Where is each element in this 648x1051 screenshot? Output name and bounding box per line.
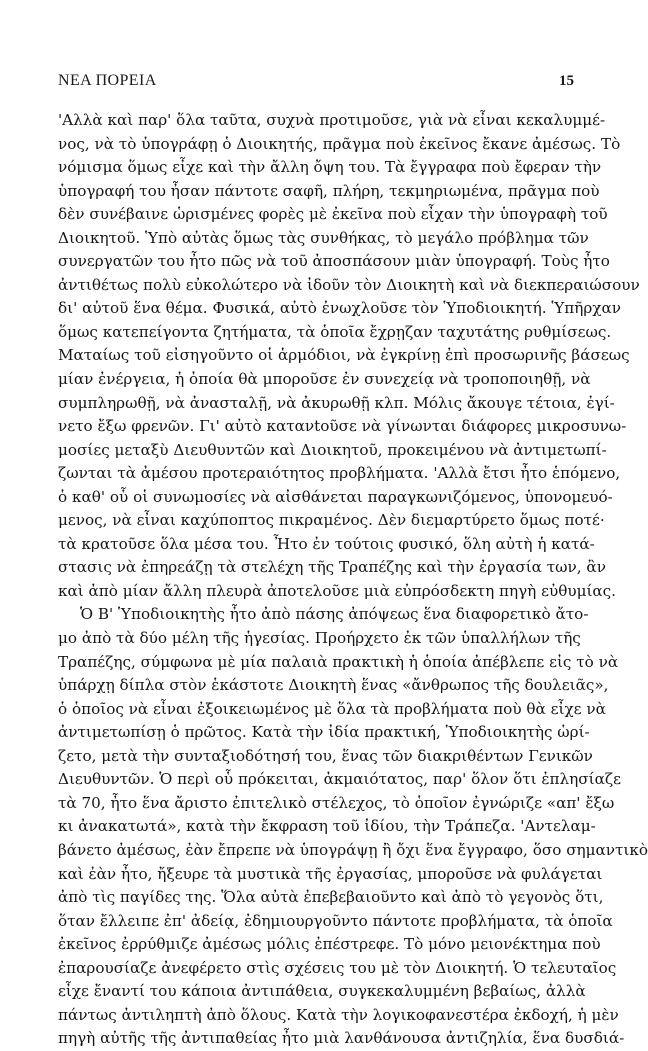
text-line: βάνετο ἀμέσως, ἐὰν ἔπρεπε νὰ ὑπογράψῃ ἢ ὄχι ἕνα ἔγγραφο, ὅσο σημαντικὸ [58,840,648,859]
text-line: νος, νὰ τὸ ὑπογράφῃ ὁ Διοικητής, πρᾶγμα ποὺ ἐκεῖνος ἔκανε ἀμέσως. Τὸ [58,134,621,153]
text-line: Ὁ Β' Ὑποδιοικητὴς ἦτο ἀπὸ πάσης ἀπόψεως ἕνα διαφορετικὸ ἄτο- [80,605,589,624]
text-line: ἀντιμετωπίσῃ ὁ πρῶτος. Κατὰ τὴν ἰδία πρακτική, Ὑποδιοικητὴς ὡρί- [58,723,590,742]
text-line: νετο ἔξω φρενῶν. Γι' αὐτὸ κατανtοῦσε νὰ γίνωνται διάφορες μικροσυνω- [58,417,627,436]
running-head: ΝΕΑ ΠΟΡΕΙΑ [58,72,157,89]
text-line: δι' αὐτοῦ ἕνα θέμα. Φυσικά, αὐτὸ ἐνωχλοῦσε τὸν Ὑποδιοικητή. Ὑπῆρχαν [58,299,621,318]
text-line: Διοικητοῦ. Ὑπὸ αὐτὰς ὅμως τὰς συνθήκας, τὸ μεγάλο πρόβλημα τῶν [58,228,589,247]
text-line: μίαν ἐνέργεια, ἡ ὁποία θὰ μποροῦσε ἐν συνεχείᾳ νὰ τροποποιηθῇ, νὰ [58,370,591,389]
text-line: ὁ καθ' οὗ οἱ συνωμοσίες νὰ αἰσθάνεται παραγκωνιζόμενος, ὑπονομευό- [58,487,613,506]
text-line: ἀντιθέτως πολὺ εὐκολώτερο νὰ ἰδοῦν τὸν Διοικητὴ καὶ νὰ διεκπεραιώσουν [58,275,640,294]
page-number: 15 [559,72,574,89]
text-line: τὰ κρατοῦσε ὅλα μέσα του. Ἦτο ἐν τούτοις φυσικό, ὅλη αὐτὴ ἡ κατά- [58,534,595,553]
text-line: εἶχε ἔναντί του κάποια ἀντιπάθεια, συγκεκαλυμμένη βεβαίως, ἀλλὰ [58,982,586,1001]
text-line: Διευθυντῶν. Ὁ περὶ οὗ πρόκειται, ἀκμαιότατος, παρ' ὅλον ὅτι ἐπλησίαζε [58,770,621,789]
text-line: ὅταν ἔλλειπε ἐπ' ἀδείᾳ, ἐδημιουργοῦντο πάντοτε προβλήματα, τὰ ὁποῖα [58,911,613,930]
text-line: ζωνται τὰ ἀμέσου προτεραιότητος προβλήματα. 'Αλλὰ ἔτσι ἦτο ἑπόμενο, [58,464,621,483]
text-line: ὑπάρχῃ δίπλα στὸν ἑκάστοτε Διοικητὴ ἕνας «ἄνθρωπος τῆς δουλειᾶς», [58,676,609,695]
body-text [58,109,648,1051]
text-line: κι ἀνακατωτά», κατὰ τὴν ἔκφραση τοῦ ἰδίου, τὴν Τράπεζα. 'Αντελαμ- [58,817,596,836]
text-line: ὁ ὁποῖος νὰ εἶναι ἐξοικειωμένος μὲ ὅλα τὰ προβλήματα ποὺ θὰ εἶχε νὰ [58,699,606,718]
text-line: μο ἀπὸ τὰ δύο μέλη τῆς ἡγεσίας. Προήρχετο ἐκ τῶν ὑπαλλήλων τῆς [58,629,581,648]
text-line: 'Αλλὰ καὶ παρ' ὅλα ταῦτα, συχνὰ προτιμοῦσε, γιὰ νὰ εἶναι κεκαλυμμέ- [58,111,606,129]
text-line: στασις νὰ ἐπηρεάζῃ τὰ στελέχη τῆς Τραπέζης καὶ τὴν ἐργασία των, ἂν [58,558,606,577]
text-line: δὲν συνέβαινε ὡρισμένες φορὲς μὲ ἐκεῖνα ποὺ εἶχαν τὴν ὑπογραφὴ τοῦ [58,205,608,224]
text-line: ζετο, μετὰ τὴν συνταξιοδότησή του, ἕνας τῶν διακριθέντων Γενικῶν [58,746,593,765]
text-line: ἐκεῖνος ἐρρύθμιζε ἀμέσως μόλις ἐπέστρεφε. Τὸ μόνο μειονέκτημα ποὺ [58,935,601,954]
text-line: συμπληρωθῇ, νὰ ἀνασταλῇ, νὰ ἀκυρωθῇ κλπ. Μόλις ἄκουγε τέτοια, ἐγί- [58,393,615,412]
text-line: συνεργατῶν του ἦτο πῶς νὰ τοῦ ἀποσπάσουν μιὰν ὑπογραφή. Τοὺς ἦτο [58,252,610,271]
text-line: τὰ 70, ἦτο ἕνα ἄριστο ἐπιτελικὸ στέλεχος, τὸ ὁποῖον ἐγνώριζε «απ' ἔξω [58,793,615,812]
text-line: ἐπαρουσίαζε ἀνεφέρετο στὶς σχέσεις του μὲ τὸν Διοικητή. Ὁ τελευταῖος [58,958,617,977]
text-line: πάντως ἀντιληπτὴ ἀπὸ ὅλους. Κατὰ τὴν λογικοφανεστέρα ἐκδοχή, ἡ μὲν [58,1005,619,1024]
text-line: πηγὴ αὐτῆς τῆς ἀντιπαθείας ἦτο μιὰ λανθάνουσα ἀντιζηλία, ἕνα δυσδιά- [58,1029,625,1048]
text-line: μοσίες μεταξὺ Διευθυντῶν καὶ Διοικητοῦ, προκειμένου νὰ ἀντιμετωπί- [58,440,607,459]
text-line: Τραπέζης, σύμφωνα μὲ μία παλαιὰ πρακτικὴ ἡ ὁποία ἀπέβλεπε εἰς τὸ νὰ [58,652,619,671]
text-line: νόμισμα ὅμως εἶχε καὶ τὴν ἄλλη ὄψη του. Τὰ ἔγγραφα ποὺ ἔφεραν τὴν [58,158,602,177]
text-line: ὑπογραφή του ἦσαν πάντοτε σαφῆ, πλήρη, τεκμηριωμένα, πρᾶγμα ποὺ [58,181,600,200]
text-line: Ματαίως τοῦ εἰσηγοῦντο οἱ ἁρμόδιοι, νὰ ἐγκρίνῃ ἐπὶ προσωρινῆς βάσεως [58,346,630,365]
text-line: ἀπὸ τὶς παγίδες της. Ὅλα αὐτὰ ἐπεβεβαιοῦντο καὶ ἀπὸ τὸ γεγονὸς ὅτι, [58,888,604,907]
text-line: καὶ ἐὰν ἦτο, ἤξευρε τὰ μυστικὰ τῆς ἐργασίας, μποροῦσε νὰ φυλάγεται [58,864,603,883]
text-line: καὶ ἀπὸ μίαν ἄλλη πλευρὰ ἀποτελοῦσε μιὰ εὐπρόσδεκτη πηγὴ εὐθυμίας. [58,581,616,600]
page-header [58,70,574,92]
text-line: μενος, νὰ εἶναι καχύποπτος πικραμένος. Δὲν διεμαρτύρετο ὅμως ποτέ· [58,511,605,530]
text-line: ὅμως κατεπείγοντα ζητήματα, τὰ ὁποῖα ἔχρῃζαν ταχυτάτης ρυθμίσεως. [58,322,612,341]
